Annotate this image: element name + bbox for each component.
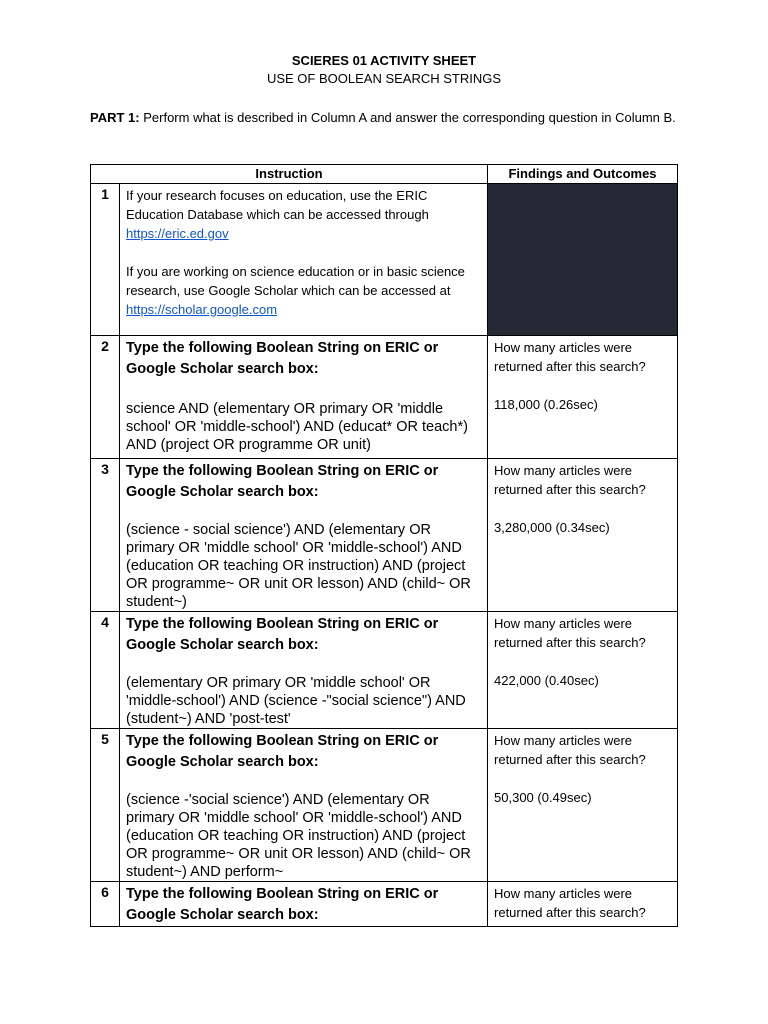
scholar-text: If you are working on science education or in basic science research, use Google Scholar which can be accessed at bbox=[126, 264, 465, 298]
instruction-cell bbox=[120, 336, 488, 459]
document-subtitle: USE OF BOOLEAN SEARCH STRINGS bbox=[266, 71, 502, 86]
findings-question: How many articles were returned after this search? bbox=[494, 733, 646, 767]
instruction-heading: Type the following Boolean String on ERIC or Google Scholar search box: bbox=[126, 616, 439, 653]
findings-question: How many articles were returned after this search? bbox=[494, 340, 646, 374]
instruction-heading: Type the following Boolean String on ERIC or Google Scholar search box: bbox=[126, 340, 439, 377]
row-number: 1 bbox=[101, 186, 109, 202]
findings-answer: 422,000 (0.40sec) bbox=[494, 673, 599, 688]
instruction-cell bbox=[120, 729, 488, 882]
part-text: Perform what is described in Column A and answer the corresponding question in Column B. bbox=[139, 110, 676, 125]
findings-cell bbox=[488, 459, 678, 612]
boolean-query: (elementary OR primary OR 'middle school' OR 'middle-school') AND (science -"social science") AND (student~) AND 'post-test' bbox=[126, 675, 466, 727]
findings-question: How many articles were returned after this search? bbox=[494, 463, 646, 497]
instruction-heading: Type the following Boolean String on ERIC or Google Scholar search box: bbox=[126, 463, 439, 500]
findings-answer: 118,000 (0.26sec) bbox=[494, 397, 598, 412]
table-row bbox=[91, 336, 678, 459]
column-header-findings: Findings and Outcomes bbox=[488, 165, 678, 184]
part-instructions bbox=[90, 108, 680, 127]
instruction-cell bbox=[120, 612, 488, 729]
document-title: SCIERES 01 ACTIVITY SHEET bbox=[291, 53, 477, 68]
instruction-heading: Type the following Boolean String on ERIC or Google Scholar search box: bbox=[126, 733, 439, 770]
activity-table bbox=[90, 164, 678, 927]
boolean-query: (science -'social science') AND (elementary OR primary OR 'middle school' OR 'middle-school') AND (education OR teaching OR instruction) AND (project OR programme~ OR unit OR lesson) AND (child~ OR student~) AND perform~ bbox=[126, 792, 471, 880]
instruction-cell bbox=[120, 882, 488, 927]
table-row bbox=[91, 184, 678, 336]
instruction-cell bbox=[120, 459, 488, 612]
scholar-link[interactable]: https://scholar.google.com bbox=[126, 302, 278, 317]
findings-answer: 3,280,000 (0.34sec) bbox=[494, 520, 610, 535]
boolean-query: science AND (elementary OR primary OR 'middle school' OR 'middle-school') AND (educat* OR teach*) AND (project OR programme OR unit) bbox=[126, 401, 468, 453]
findings-cell bbox=[488, 612, 678, 729]
table-header-row bbox=[91, 165, 678, 184]
row-number: 2 bbox=[101, 338, 109, 354]
eric-link[interactable]: https://eric.ed.gov bbox=[126, 226, 229, 241]
findings-cell bbox=[488, 729, 678, 882]
table-row bbox=[91, 612, 678, 729]
eric-text: If your research focuses on education, use the ERIC Education Database which can be accessed through bbox=[126, 188, 429, 222]
findings-question: How many articles were returned after this search? bbox=[494, 616, 646, 650]
boolean-query: (science - social science') AND (elementary OR primary OR 'middle school' OR 'middle-school') AND (education OR teaching OR instruction) AND (project OR programme~ OR unit OR lesson) AND (child~ OR student~) bbox=[126, 522, 471, 610]
redacted-findings-cell bbox=[488, 184, 678, 336]
table-row bbox=[91, 729, 678, 882]
table-row bbox=[91, 459, 678, 612]
column-header-instruction: Instruction bbox=[91, 165, 488, 184]
instruction-cell bbox=[120, 184, 488, 336]
table-row bbox=[91, 882, 678, 927]
part-label: PART 1: bbox=[90, 110, 140, 125]
findings-answer: 50,300 (0.49sec) bbox=[494, 790, 592, 805]
row-number: 5 bbox=[101, 731, 109, 747]
findings-cell bbox=[488, 882, 678, 927]
row-number: 3 bbox=[101, 461, 109, 477]
findings-question: How many articles were returned after this search? bbox=[494, 886, 646, 920]
row-number: 6 bbox=[101, 884, 109, 900]
instruction-heading: Type the following Boolean String on ERIC or Google Scholar search box: bbox=[126, 886, 439, 923]
findings-cell bbox=[488, 336, 678, 459]
row-number: 4 bbox=[101, 614, 109, 630]
